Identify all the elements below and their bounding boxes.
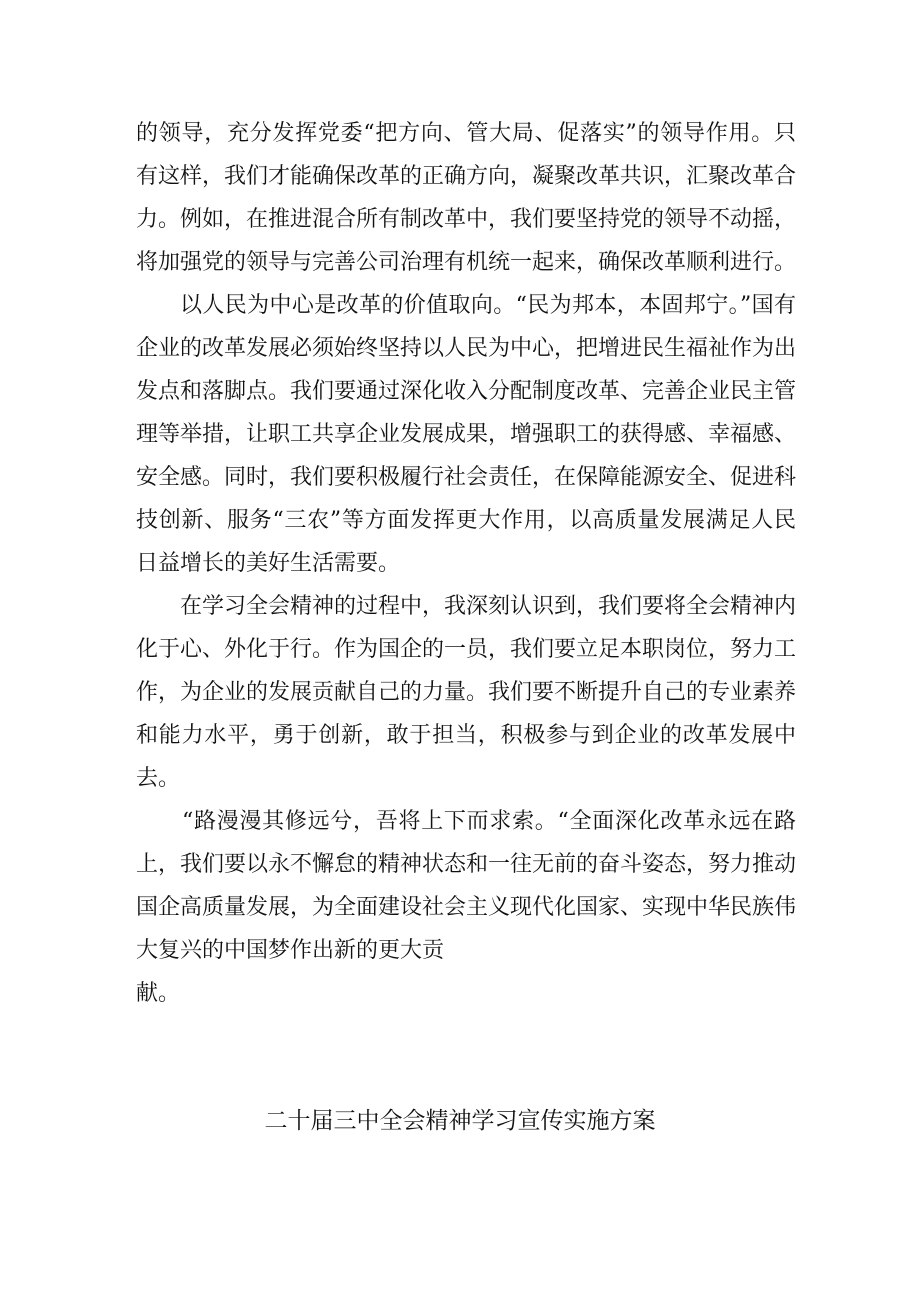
paragraph-closing-tail: 献。 xyxy=(136,981,181,1006)
paragraph-study-reflection: 在学习全会精神的过程中，我深刻认识到，我们要将全会精神内化于心、外化于行。作为国企的一员，我们要立足本职岗位，努力工作，为企业的发展贡献自己的力量。我们要不断提升自己的专业素养和能力水平，勇于创新，敢于担当，积极参与到企业的改革发展中去。 xyxy=(136,594,797,791)
paragraph-people-centered: 以人民为中心是改革的价值取向。“民为邦本，本固邦宁。”国有企业的改革发展必须始终坚持以人民为中心，把增进民生福祉作为出发点和落脚点。我们要通过深化收入分配制度改革、完善企业民主管理等举措，让职工共享企业发展成果，增强职工的获得感、幸福感、安全感。同时，我们要积极履行社会责任，在保障能源安全、促进科技创新、服务“三农”等方面发挥更大作用，以高质量发展满足人民日益增长的美好生活需要。 xyxy=(136,293,797,576)
section-heading: 二十届三中全会精神学习宣传实施方案 xyxy=(264,1108,656,1134)
paragraph-closing-quote: “路漫漫其修远兮，吾将上下而求索。“全面深化改革永远在路上，我们要以永不懈怠的精神状态和一往无前的奋斗姿态，努力推动国企高质量发展，为全面建设社会主义现代化国家、实现中华民族伟大复兴的中国梦作出新的更大贡 xyxy=(136,809,797,963)
paragraph-continuation: 的领导，充分发挥党委“把方向、管大局、促落实”的领导作用。只有这样，我们才能确保改革的正确方向，凝聚改革共识，汇聚改革合力。例如，在推进混合所有制改革中，我们要坚持党的领导不动摇，将加强党的领导与完善公司治理有机统一起来，确保改革顺利进行。 xyxy=(136,121,797,275)
document-body xyxy=(136,112,796,1015)
